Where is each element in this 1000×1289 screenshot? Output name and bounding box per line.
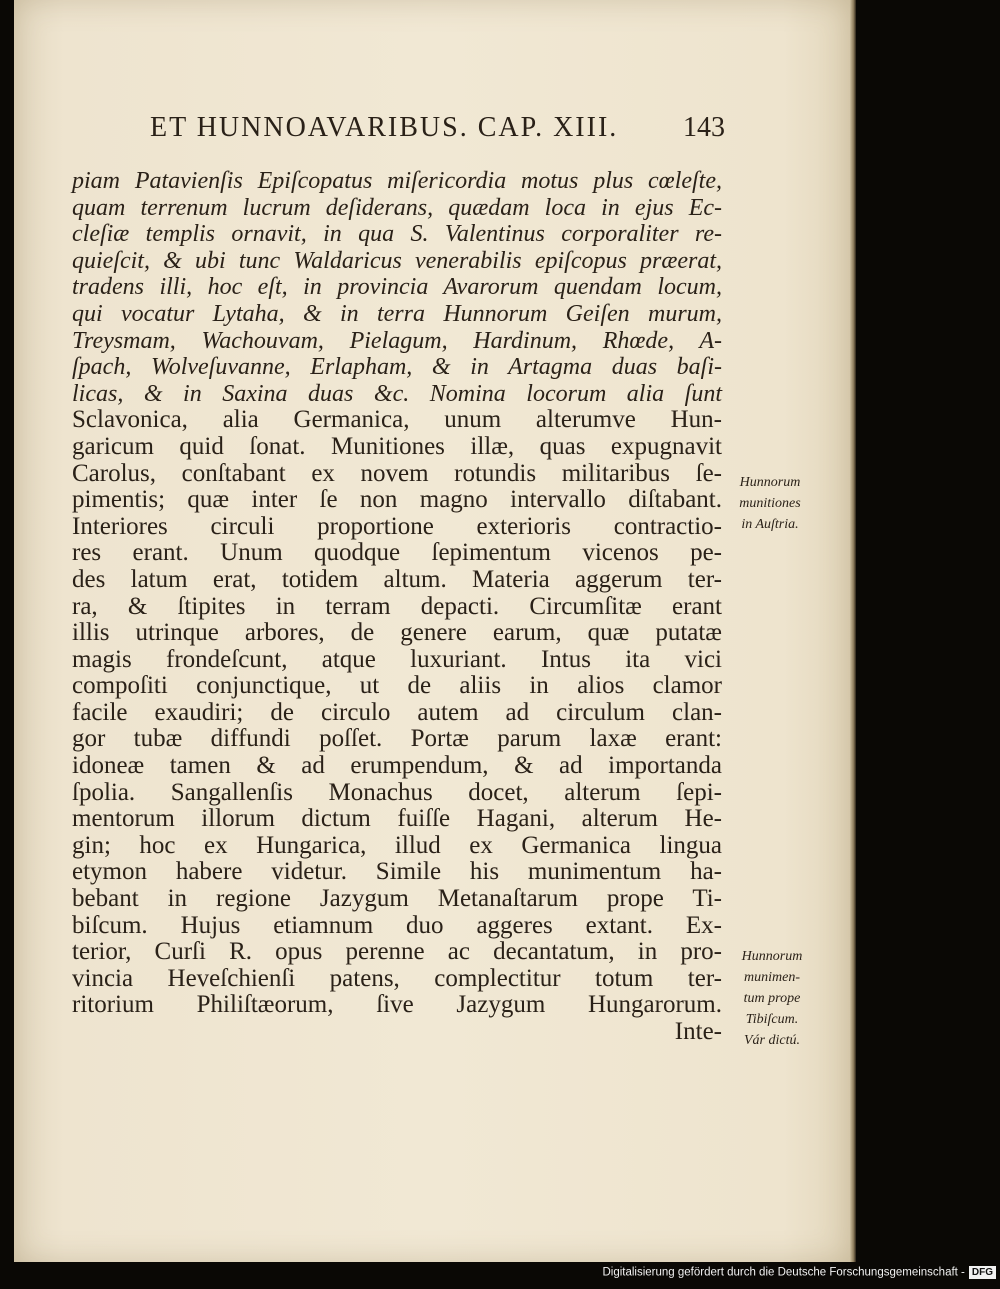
margin-note-line: munitiones — [739, 496, 801, 511]
text-line: gin; hoc ex Hungarica, illud ex Germanica lingua — [72, 831, 722, 859]
text-line: pimentis; quæ inter ſe non magno intervallo diſtabant. — [72, 486, 722, 514]
margin-note-line: munimen- — [744, 970, 800, 985]
page-number: 143 — [683, 112, 725, 143]
page-header — [150, 112, 725, 152]
margin-note — [722, 946, 822, 1051]
text-line: piam Patavienſis Epiſcopatus miſericordia motus plus cœleſte, — [72, 168, 722, 194]
running-head: ET HUNNOAVARIBUS. CAP. XIII. — [150, 112, 619, 143]
text-line: idoneæ tamen & ad erumpendum, & ad importanda — [72, 752, 722, 780]
text-line: magis frondeſcunt, atque luxuriant. Intus ita vici — [72, 645, 722, 673]
text-line: ra, & ſtipites in terram depacti. Circumſitæ erant — [72, 592, 722, 620]
margin-note-line: Vár dictú. — [744, 1033, 800, 1048]
text-line: quam terrenum lucrum deſiderans, quædam loca in ejus Ec- — [72, 194, 722, 221]
text-line: vincia Heveſchienſi patens, complectitur totum ter- — [72, 964, 722, 992]
text-line: facile exaudiri; de circulo autem ad circulum clan- — [72, 698, 722, 726]
margin-note — [722, 472, 818, 535]
body-text — [72, 168, 722, 1046]
footer-credit — [600, 1266, 996, 1284]
page-edge — [850, 0, 856, 1262]
text-line: qui vocatur Lytaha, & in terra Hunnorum Geiſen murum, — [72, 300, 722, 327]
text-line: bebant in regione Jazygum Metanaſtarum prope Ti- — [72, 885, 722, 913]
text-line: ritorium Philiſtæorum, ſive Jazygum Hungarorum. — [72, 991, 722, 1019]
margin-note-line: Tibiſcum. — [745, 1012, 799, 1027]
text-line: Sclavonica, alia Germanica, unum alterumve Hun- — [72, 406, 722, 434]
text-line: gor tubæ diffundi poſſet. Portæ parum laxæ erant: — [72, 725, 722, 753]
text-line: res erant. Unum quodque ſepimentum vicenos pe- — [72, 539, 722, 567]
text-line: ſpach, Wolveſuvanne, Erlapham, & in Artagma duas baſi- — [72, 354, 722, 381]
margin-note-line: Hunnorum — [741, 949, 803, 964]
dfg-logo: DFG — [969, 1266, 996, 1279]
text-line: quieſcit, & ubi tunc Waldaricus venerabilis epiſcopus præerat, — [72, 247, 722, 274]
text-line: mentorum illorum dictum fuiſſe Hagani, alterum He- — [72, 805, 722, 833]
footer-credit-text: Digitalisierung gefördert durch die Deutsche Forschungsgemeinschaft - — [602, 1266, 965, 1279]
text-line: ſpolia. Sangallenſis Monachus docet, alterum ſepi- — [72, 778, 722, 806]
text-line: Interiores circuli proportione exterioris contractio- — [72, 512, 722, 540]
text-line: terior, Curſi R. opus perenne ac decantatum, in pro- — [72, 938, 722, 966]
text-line: Inte- — [674, 1018, 722, 1045]
text-line: des latum erat, totidem altum. Materia aggerum ter- — [72, 565, 722, 593]
text-line: compoſiti conjunctique, ut de aliis in alios clamor — [72, 672, 722, 700]
text-line: Treysmam, Wachouvam, Pielagum, Hardinum, Rhœde, A- — [72, 327, 722, 354]
margin-note-line: in Auſtria. — [741, 517, 799, 532]
text-line: etymon habere videtur. Simile his munimentum ha- — [72, 858, 722, 886]
text-line: garicum quid ſonat. Munitiones illæ, quas expugnavit — [72, 432, 722, 460]
text-line: illis utrinque arbores, de genere earum, quæ putatæ — [72, 619, 722, 647]
margin-note-line: tum prope — [743, 991, 801, 1006]
text-line: Carolus, conſtabant ex novem rotundis militaribus ſe- — [72, 459, 722, 487]
text-line: licas, & in Saxina duas &c. Nomina locorum alia ſunt — [72, 380, 722, 407]
text-line: cleſiæ templis ornavit, in qua S. Valentinus corporaliter re- — [72, 221, 722, 248]
margin-note-line: Hunnorum — [739, 475, 801, 490]
text-line: biſcum. Hujus etiamnum duo aggeres extant. Ex- — [72, 911, 722, 939]
text-line: tradens illi, hoc eſt, in provincia Avarorum quendam locum, — [72, 274, 722, 301]
